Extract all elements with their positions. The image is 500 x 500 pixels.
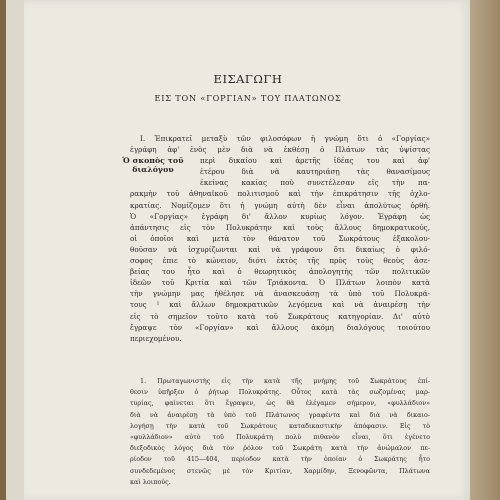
body-line: βείας του ἦτο καὶ ὁ θεωρητικὸς ἀπολογητὴς τῶν πολιτικῶν bbox=[130, 267, 430, 277]
body-line: ρακμὴν τοῦ ἀθηναϊκοῦ πολιτισμοῦ καὶ τὴν ἐπικράτησιν τῆς ὀχλο- bbox=[130, 189, 430, 199]
body-line: περιεχομένου. bbox=[130, 333, 182, 343]
body-line: τὴν γνώμην μας ἠθέλησε νὰ ἀνασκευάσῃ τὰ ὑπὸ τοῦ Πολυκρά- bbox=[130, 289, 430, 299]
body-line: κρατίας. Νομίζομεν ὅτι ἡ γνώμη αὐτὴ δὲν εἶναι ἀπολύτως ὀρθή. bbox=[130, 200, 430, 210]
body-line: περὶ δικαίου καὶ ἀρετῆς ἰδέας του καὶ ἀφ' bbox=[200, 156, 430, 166]
body-line: ἔγραψε τὸν «Γοργίαν» καὶ ἄλλους ἀκόμη διαλόγους τοιούτου bbox=[130, 322, 430, 332]
body-line: ἰδεῶν τοῦ Κριτία καὶ τῶν Τριάκοντα. Ὁ Πλάτων λοιπὸν κατὰ bbox=[130, 278, 430, 288]
body-line: οἱ ὁποῖοι καὶ μετὰ τὸν θάνατον τοῦ Σωκράτους ἐξακολου- bbox=[130, 233, 430, 243]
footnote-line: τυρίας, φαίνεται ὅτι ἔγραψεν, ὡς θὰ ἐλέγαμεν σήμερον, «φυλλάδιον» bbox=[130, 399, 430, 408]
footnote-line: καὶ λοιπούς. bbox=[130, 477, 171, 486]
body-line: I. Ἐπικρατεῖ μεταξὺ τῶν φιλοσόφων ἡ γνώμη ὅτι ὁ «Γοργίας» bbox=[140, 134, 430, 143]
margin-note-line: Ὁ σκοπὸς τοῦ bbox=[122, 156, 184, 165]
margin-note-line: διαλόγου bbox=[132, 165, 174, 175]
body-line: Ὁ «Γοργίας» ἐγράφη δι' ἄλλον κυρίως λόγον. Ἐγράφη ὡς bbox=[130, 211, 430, 221]
body-line: εἰς τὸ σημεῖον τοῦτο κατὰ τοῦ Σωκράτους κατηγορίαν. Δι' αὐτὸ bbox=[130, 311, 430, 321]
body-line: ἐκείνας κακίας ποὺ συνετέλεσαν εἰς τὴν πα- bbox=[200, 178, 430, 188]
body-line: ἐγράφη ἀφ' ἑνὸς μὲν διὰ νὰ ἐκθέσῃ ὁ Πλάτων τὰς ὑψίστας bbox=[130, 145, 430, 155]
body-line: θοῦσαν νὰ ἰσχυρίζωνται καὶ νὰ γράφουν ὅτι δικαίως ὁ φιλό- bbox=[130, 244, 430, 254]
footnote-line: συνδεδεμένος στενῶς μὲ τὸν Κριτίαν, Χαρμίδην, Ξενοφῶντα, Πλάτωνα bbox=[130, 466, 430, 475]
body-line: ἀπάντησις εἰς τὸν Πολυκράτην καὶ τοὺς ἄλλους δημοκρατικούς, bbox=[130, 222, 430, 232]
chapter-title: ΕΙΣΑΓΩΓΗ bbox=[213, 72, 283, 86]
footnote-line: διὰ νὰ ἀναιρέσῃ τὰ ὑπὸ τοῦ Πλάτωνος γραφέντα καὶ διὰ νὰ δικαιο- bbox=[130, 410, 430, 419]
footnote-line: «φυλλάδιον» αὐτὸ τοῦ Πολυκράτη πολὺ πιθανὸν εἶναι, ὅτι ἐγένετο bbox=[130, 432, 430, 441]
book-page bbox=[24, 0, 472, 500]
body-line: ἑτέρου διὰ νὰ καυτηριάσῃ τὰς θανασίμους bbox=[200, 167, 430, 177]
footnote-line: διεξοδικὸς λόγος διὰ τὸν ῥόλον τοῦ Σωκράτη κατὰ τὴν ἀνώμαλον πε- bbox=[130, 444, 430, 453]
footnote-line: θεσιν ὑπῆρξεν ὁ ῥήτωρ Πολυκράτης. Οὗτος κατὰ τὰς σωζομένας μαρ- bbox=[130, 388, 430, 397]
footnote bbox=[130, 376, 430, 488]
body-line: σοφος ἐπιε τὸ κώνειον, διότι ἐκτὸς τῆς πρὸς τοὺς θεοὺς ἀσε- bbox=[130, 256, 430, 266]
footnote-line: λογήσῃ τὴν κατὰ τοῦ Σωκράτους καταδικαστικὴν ἀπόφασιν. Εἰς τὸ bbox=[130, 421, 430, 430]
chapter-subtitle: ΕΙΣ ΤΟΝ «ΓΟΡΓΙΑΝ» ΤΟΥ ΠΛΑΤΩΝΟΣ bbox=[154, 93, 342, 103]
body-line: τους ¹ καὶ ἄλλων δημοκρατικῶν λεγόμενα καὶ νὰ ἀναιρέσῃ τὴν bbox=[130, 300, 430, 310]
margin-note bbox=[108, 155, 198, 176]
footnote-line: 1. Πρωταγωνιστὴς εἰς τὴν κατὰ τῆς μνήμης τοῦ Σωκράτους ἐπί- bbox=[140, 377, 430, 385]
footnote-line: ρίοδον τοῦ 415—404, περίοδον κατὰ τὴν ὁποίαν ὁ Σωκράτης ἦτο bbox=[130, 455, 430, 464]
table-surface-right bbox=[470, 0, 500, 500]
